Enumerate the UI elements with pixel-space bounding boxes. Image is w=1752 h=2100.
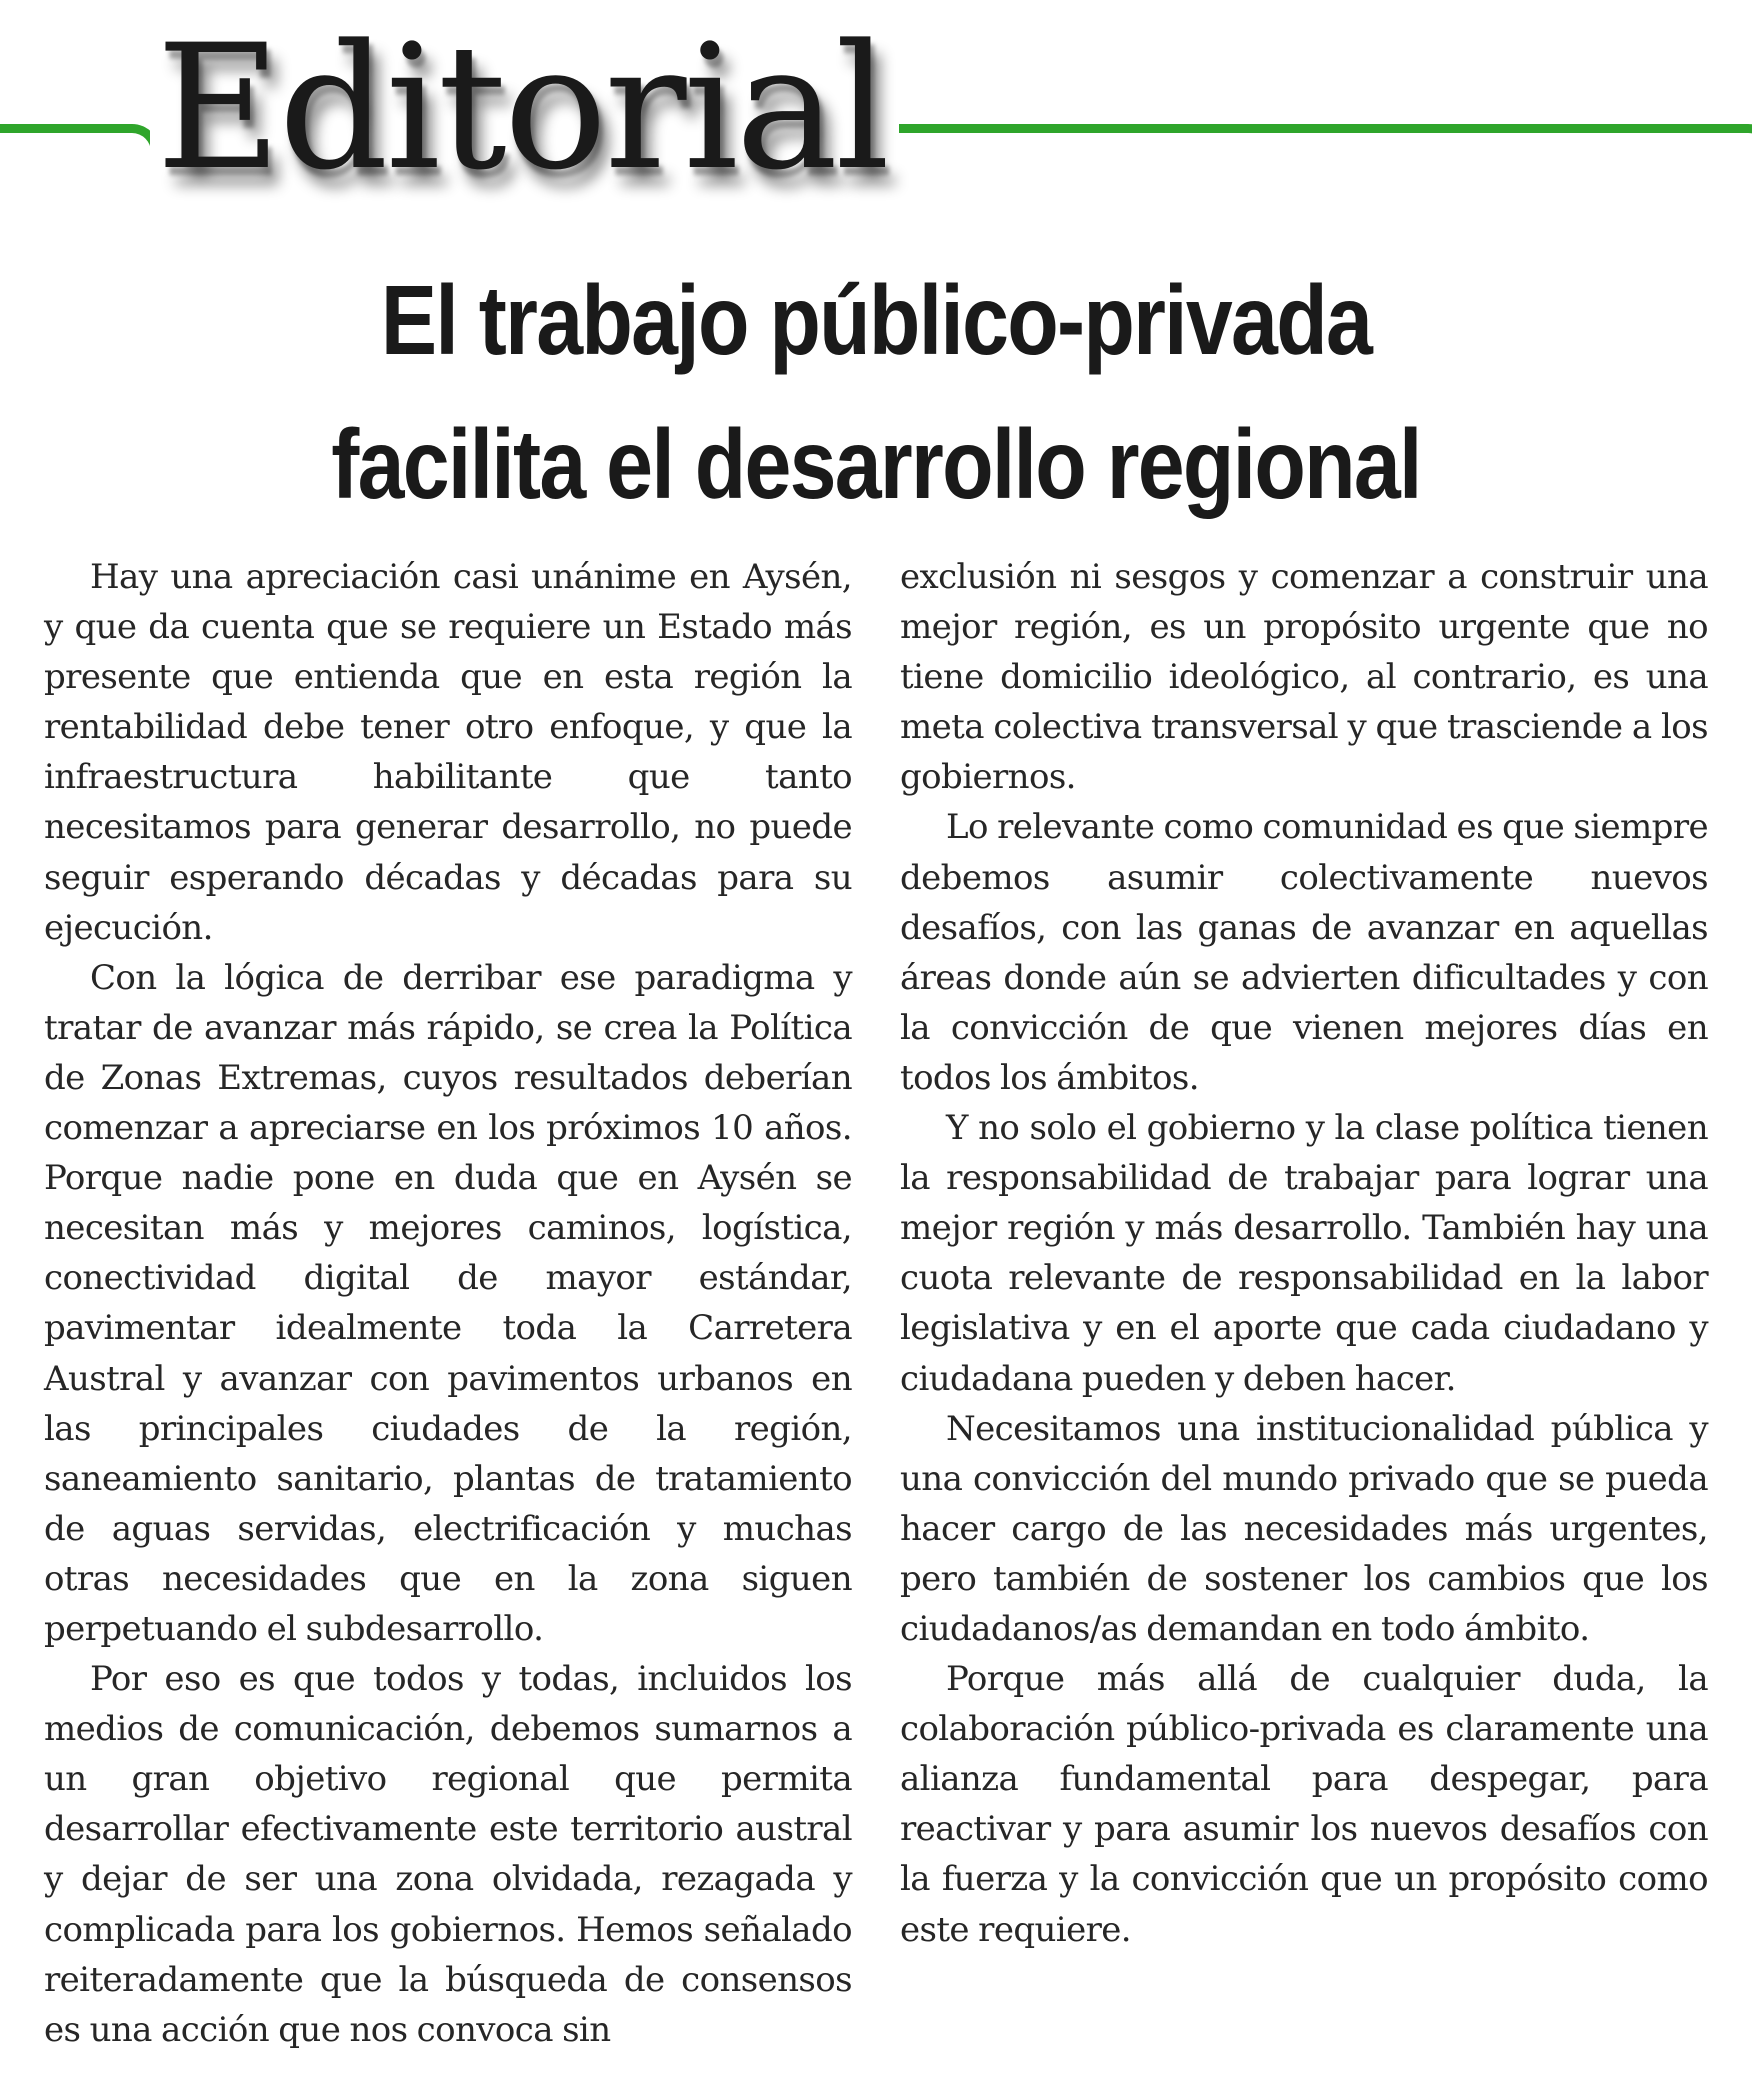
body-paragraph: Y no solo el gobierno y la clase política tienen la responsabilidad de trabajar para lograr una mejor región y más desarrollo. También hay una cuota relevante de responsabilidad en la labor legislativa y en el aporte que cada ciudadano y ciudadana pueden y deben hacer. <box>900 1108 1708 1399</box>
body-paragraph-continued: exclusión ni sesgos y comenzar a construir una mejor región, es un propósito urgente que no tiene domicilio ideológico, al contrario, es una meta colectiva transversal y que trasciende a los gobiernos. <box>900 557 1708 798</box>
body-paragraph: Lo relevante como comunidad es que siempre debemos asumir colectivamente nuevos desafíos, con las ganas de avanzar en aquellas áreas donde aún se advierten dificultades y con la convicción de que vienen mejores días en todos los ámbitos. <box>900 807 1708 1098</box>
body-paragraph: Hay una apreciación casi unánime en Aysén, y que da cuenta que se requiere un Estado más presente que entienda que en esta región la rentabilidad debe tener otro enfoque, y que la infraestructura habilitante que tanto necesitamos para generar desarrollo, no puede seguir esperando décadas y décadas para su ejecución. <box>44 557 852 948</box>
body-column-right <box>900 552 1708 1955</box>
headline-line-2: facilita el desarrollo regional <box>331 409 1421 519</box>
body-column-left <box>44 552 852 2055</box>
body-paragraph: Por eso es que todos y todas, incluidos los medios de comunicación, debemos sumarnos a un gran objetivo regional que permita desarrollar efectivamente este territorio austral y dejar de ser una zona olvidada, rezagada y complicada para los gobiernos. Hemos señalado reiteradamente que la búsqueda de consensos es una acción que nos convoca sin <box>44 1659 852 2050</box>
headline <box>123 248 1630 536</box>
section-rule-right <box>846 124 1752 184</box>
section-rule-left <box>0 124 160 184</box>
body-paragraph: Porque más allá de cualquier duda, la colaboración público-privada es claramente una alianza fundamental para despegar, para reactivar y para asumir los nuevos desafíos con la fuerza y la convicción que un propósito como este requiere. <box>900 1659 1708 1950</box>
body-paragraph: Necesitamos una institucionalidad pública y una convicción del mundo privado que se pueda hacer cargo de las necesidades más urgentes, pero también de sostener los cambios que los ciudadanos/as demandan en todo ámbito. <box>900 1408 1708 1649</box>
body-paragraph: Con la lógica de derribar ese paradigma y tratar de avanzar más rápido, se crea la Política de Zonas Extremas, cuyos resultados deberían comenzar a apreciarse en los próximos 10 años. Porque nadie pone en duda que en Aysén se necesitan más y mejores caminos, logística, conectividad digital de mayor estándar, pavimentar idealmente toda la Carretera Austral y avanzar con pavimentos urbanos en las principales ciudades de la región, saneamiento sanitario, plantas de tratamiento de aguas servidas, electrificación y muchas otras necesidades que en la zona siguen perpetuando el subdesarrollo. <box>44 957 852 1649</box>
section-label: Editorial <box>150 8 899 208</box>
headline-line-1: El trabajo público-privada <box>380 265 1372 375</box>
